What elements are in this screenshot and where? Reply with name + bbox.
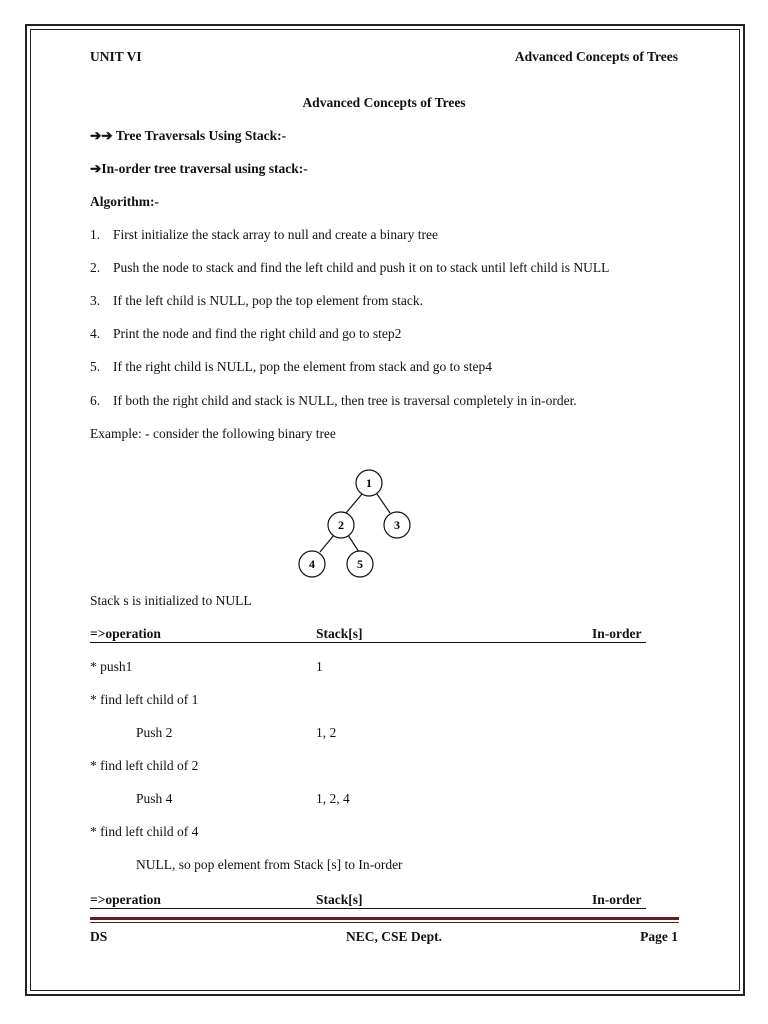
tree-node-3	[384, 512, 410, 538]
tree-node-label: 3	[394, 518, 400, 532]
algorithm-label: Algorithm:-	[90, 194, 159, 209]
list-item: 1. First initialize the stack array to null and create a binary tree	[90, 227, 438, 242]
list-item: 6. If both the right child and stack is NULL, then tree is traversal completely in in-order.	[90, 393, 577, 408]
example-text: Example: - consider the following binary tree	[90, 426, 336, 441]
tree-node-5	[347, 551, 373, 577]
tree-node-4	[299, 551, 325, 577]
binary-tree-diagram	[280, 460, 430, 585]
page-title: Advanced Concepts of Trees	[302, 95, 466, 110]
section-heading	[90, 128, 286, 144]
footer-rule	[90, 917, 679, 920]
column-header-inorder: In-order	[592, 626, 642, 641]
tree-node-1	[356, 470, 382, 496]
footer-center: NEC, CSE Dept.	[345, 929, 442, 944]
column-header-inorder: In-order	[592, 892, 642, 907]
edge-1-2	[346, 494, 362, 513]
list-item: 2. Push the node to stack and find the left child and push it on to stack until left child is NULL	[90, 260, 610, 275]
tree-node-label: 4	[309, 557, 315, 571]
sub-heading	[90, 161, 308, 177]
column-header-operation: =>operation	[90, 892, 161, 907]
list-item: 4. Print the node and find the right child and go to step2	[90, 326, 402, 341]
tree-node-label: 1	[366, 476, 372, 490]
header-unit: UNIT VI	[90, 49, 142, 64]
footer-rule-thin	[90, 922, 679, 923]
tree-node-label: 2	[338, 518, 344, 532]
header-rule	[90, 642, 646, 643]
column-header-stack: Stack[s]	[316, 626, 363, 641]
stack-init-text: Stack s is initialized to NULL	[90, 593, 252, 608]
header-rule	[90, 908, 646, 909]
section-heading-text: Tree Traversals Using Stack:-	[115, 128, 287, 143]
sub-heading-text: In-order tree traversal using stack:-	[101, 161, 308, 176]
arrow-icon: ➔➔	[90, 128, 113, 143]
tree-node-2	[328, 512, 354, 538]
column-header-stack: Stack[s]	[316, 892, 363, 907]
edge-1-3	[377, 494, 390, 513]
footer-left: DS	[90, 929, 108, 944]
tree-node-label: 5	[357, 557, 363, 571]
page-number: Page 1	[640, 929, 678, 944]
list-item: 3. If the left child is NULL, pop the top element from stack.	[90, 293, 424, 308]
edge-2-4	[320, 535, 334, 552]
column-header-operation: =>operation	[90, 626, 161, 641]
edge-2-5	[348, 535, 359, 552]
list-item: 5. If the right child is NULL, pop the element from stack and go to step4	[90, 359, 493, 374]
header-title: Advanced Concepts of Trees	[514, 49, 678, 64]
arrow-icon: ➔	[90, 161, 102, 176]
